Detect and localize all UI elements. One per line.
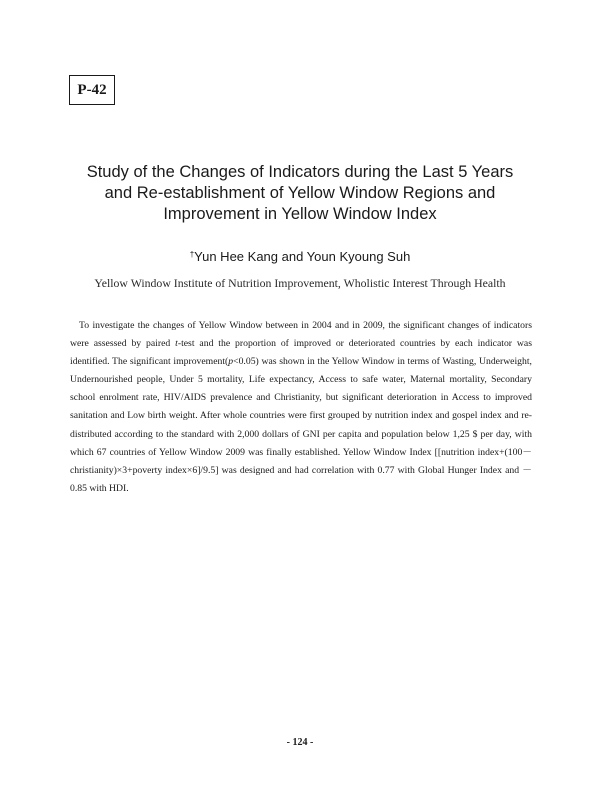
title-line: Study of the Changes of Indicators during the Last 5 Years xyxy=(86,163,514,181)
poster-id: P-42 xyxy=(77,81,107,98)
affiliation: Yellow Window Institute of Nutrition Improvement, Wholistic Interest Through Health xyxy=(94,276,506,290)
corresponding-author-marker: † xyxy=(189,250,195,259)
title-line: and Re-establishment of Yellow Window Regions and xyxy=(104,184,496,202)
author-names: Yun Hee Kang and Youn Kyoung Suh xyxy=(194,249,411,264)
abstract-t-italic: t xyxy=(175,338,178,350)
abstract xyxy=(70,317,532,498)
abstract-p-italic: p xyxy=(228,356,234,368)
abstract-text: -test and the proportion of improved or deteriorated countries by each indicator was identified. The significant improvement( xyxy=(70,338,532,368)
page-number: - 124 - xyxy=(286,737,314,748)
authors xyxy=(40,249,560,265)
abstract-text: To investigate the changes of Yellow Window between in 2004 and in 2009, the significant changes of indicators were assessed by paired xyxy=(70,320,532,350)
abstract-text: <0.05) was shown in the Yellow Window in terms of Wasting, Underweight, Undernourished people, Under 5 mortality, Life expectancy, Access to safe water, Maternal mortality, Secondary school enrolment rate, HIV/AIDS prevalence and Christianity, but significant deterioration in Access to improved sanitation and Low birth weight. After whole countries were first grouped by nutrition index and gospel index and re-distributed according to the standard with 2,000 dollars of GNI per capita and population below 1,25 $ per day, with which 67 countries of Yellow Window 2009 was finally established. Yellow Window Index [[nutrition index+(100－christianity)×3+poverty index×6]/9.5] was designed and had correlation with 0.77 with Global Hunger Index and －0.85 with HDI. xyxy=(70,356,532,494)
poster-id-box xyxy=(69,75,115,105)
paper-title xyxy=(40,162,560,225)
title-line: Improvement in Yellow Window Index xyxy=(163,205,437,223)
